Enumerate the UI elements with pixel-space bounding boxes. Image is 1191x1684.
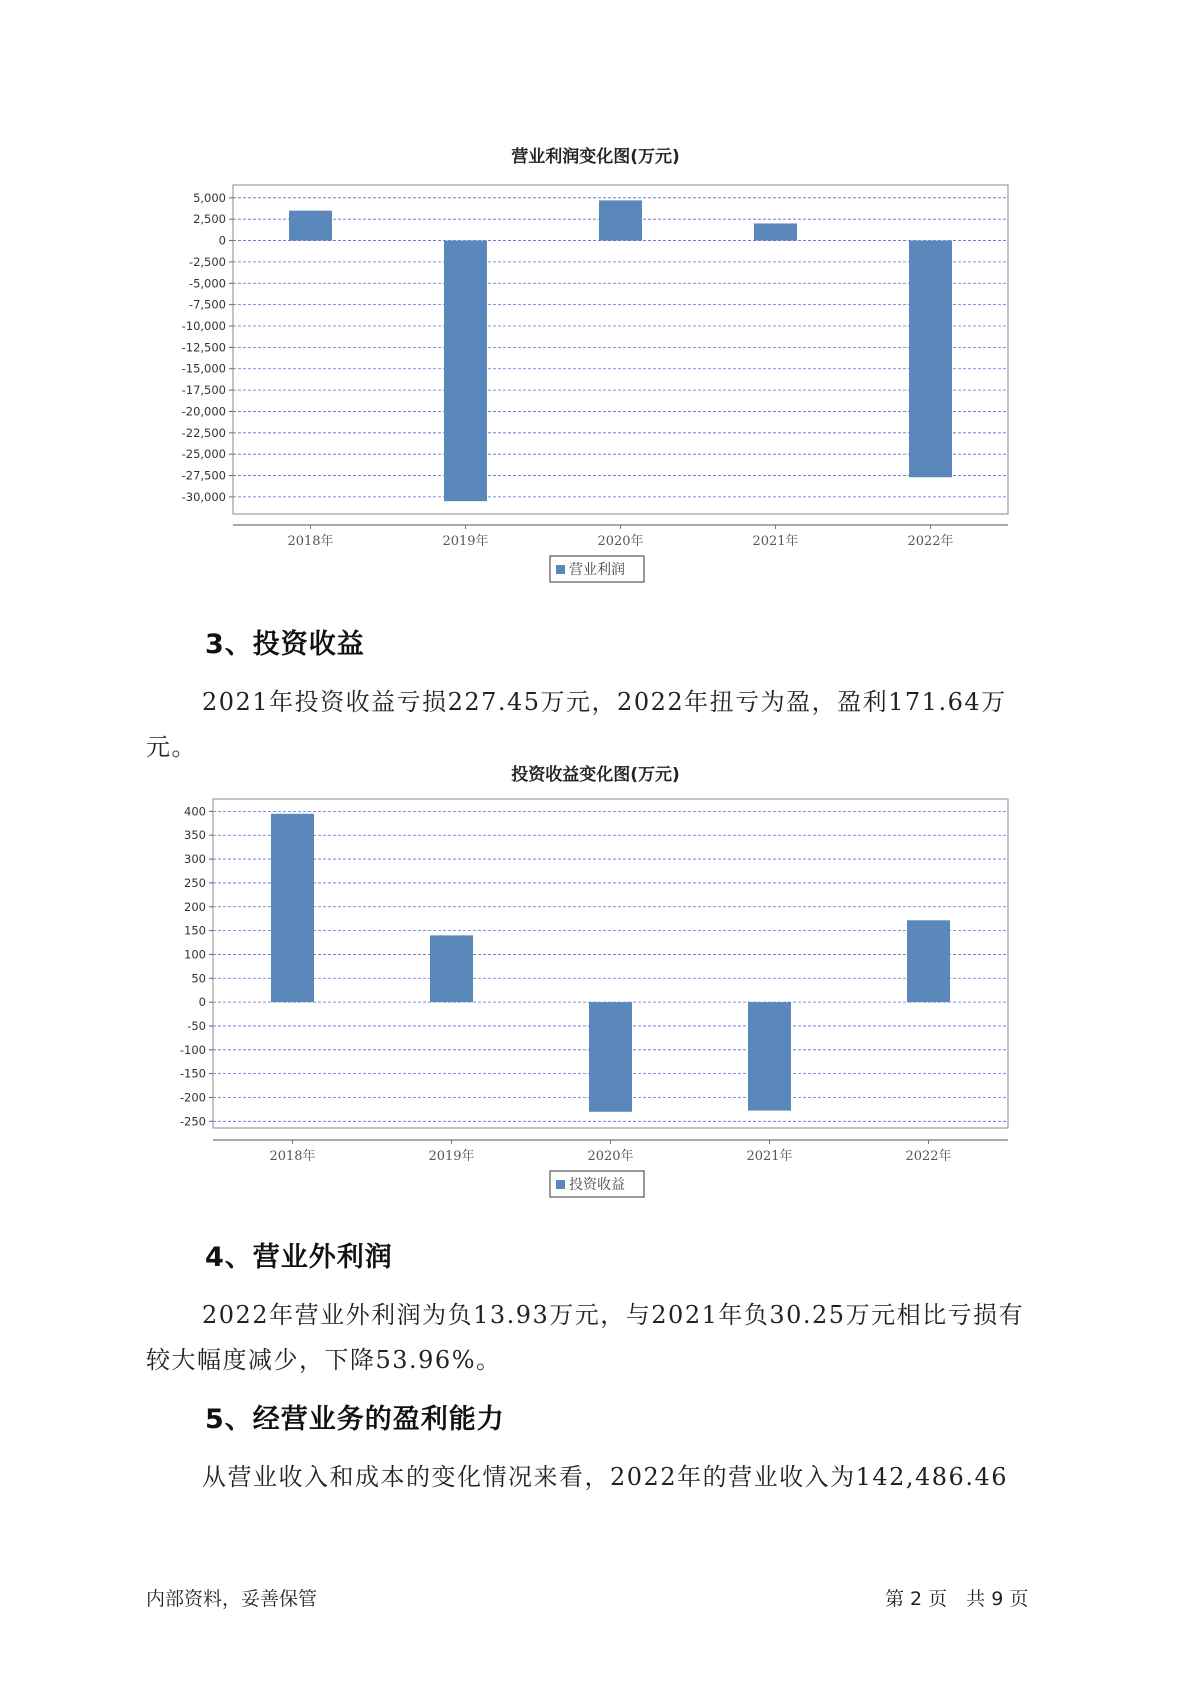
y-tick-label: 400 (184, 804, 206, 819)
y-tick-label: -2,500 (188, 254, 226, 269)
x-tick-label: 2022年 (907, 534, 954, 549)
y-tick-label: -100 (179, 1042, 206, 1057)
y-tick-label: 2,500 (193, 212, 226, 227)
y-tick-label: 150 (184, 923, 206, 938)
y-tick-label: 0 (218, 233, 226, 248)
bar (271, 814, 314, 1002)
section5-heading: 5、经营业务的盈利能力 (205, 1404, 505, 1435)
y-tick-label: -20,000 (181, 404, 226, 419)
y-tick-label: -50 (187, 1018, 206, 1033)
y-tick-label: 350 (184, 828, 206, 843)
y-tick-label: 5,000 (193, 190, 226, 205)
section4-heading: 4、营业外利润 (205, 1242, 393, 1273)
bar (907, 920, 950, 1002)
section4-paragraph: 2022年营业外利润为负13.93万元，与2021年负30.25万元相比亏损有较大幅度减少，下降53.96%。 (146, 1301, 1025, 1374)
footer-confidential: 内部资料，妥善保管 (146, 1588, 318, 1610)
x-tick-label: 2021年 (752, 534, 799, 549)
y-tick-label: 200 (184, 899, 206, 914)
section3-paragraph: 2021年投资收益亏损227.45万元，2022年扭亏为盈，盈利171.64万元。 (146, 688, 1007, 761)
y-tick-label: -30,000 (181, 489, 226, 504)
x-tick-label: 2022年 (905, 1149, 952, 1164)
y-tick-label: -200 (179, 1090, 206, 1105)
x-tick-label: 2019年 (442, 534, 489, 549)
y-tick-label: -27,500 (181, 468, 226, 483)
chart2-title: 投资收益变化图(万元) (511, 765, 680, 785)
x-tick-label: 2019年 (428, 1149, 475, 1164)
bar (430, 935, 473, 1002)
x-tick-label: 2021年 (746, 1149, 793, 1164)
y-tick-label: -150 (179, 1066, 206, 1081)
bar (589, 1002, 632, 1112)
y-tick-label: -10,000 (181, 319, 226, 333)
y-tick-label: -12,500 (181, 340, 226, 355)
bar (748, 1002, 791, 1110)
y-tick-label: -7,500 (188, 297, 226, 312)
y-tick-label: -5,000 (188, 276, 226, 291)
legend-label: 投资收益 (569, 1177, 625, 1193)
y-tick-label: -17,500 (181, 383, 226, 398)
x-tick-label: 2018年 (287, 534, 334, 549)
y-tick-label: 250 (184, 875, 206, 890)
x-tick-label: 2018年 (269, 1149, 316, 1164)
y-tick-label: 50 (191, 971, 206, 986)
y-tick-label: 0 (198, 995, 206, 1010)
y-tick-label: -250 (179, 1114, 206, 1129)
y-tick-label: -25,000 (181, 447, 226, 462)
x-tick-label: 2020年 (597, 534, 644, 549)
y-tick-label: 100 (184, 947, 206, 962)
section3-heading: 3、投资收益 (205, 629, 365, 660)
chart1-title: 营业利润变化图(万元) (511, 147, 680, 167)
legend-label: 营业利润 (569, 562, 625, 578)
y-tick-label: -22,500 (181, 425, 226, 440)
section5-paragraph: 从营业收入和成本的变化情况来看，2022年的营业收入为142,486.46 (202, 1463, 1008, 1491)
y-tick-label: -15,000 (181, 361, 226, 376)
y-tick-label: 300 (184, 852, 206, 867)
legend-swatch (556, 1180, 565, 1189)
footer-page-number: 第 2 页 共 9 页 (885, 1588, 1029, 1610)
x-tick-label: 2020年 (587, 1149, 634, 1164)
